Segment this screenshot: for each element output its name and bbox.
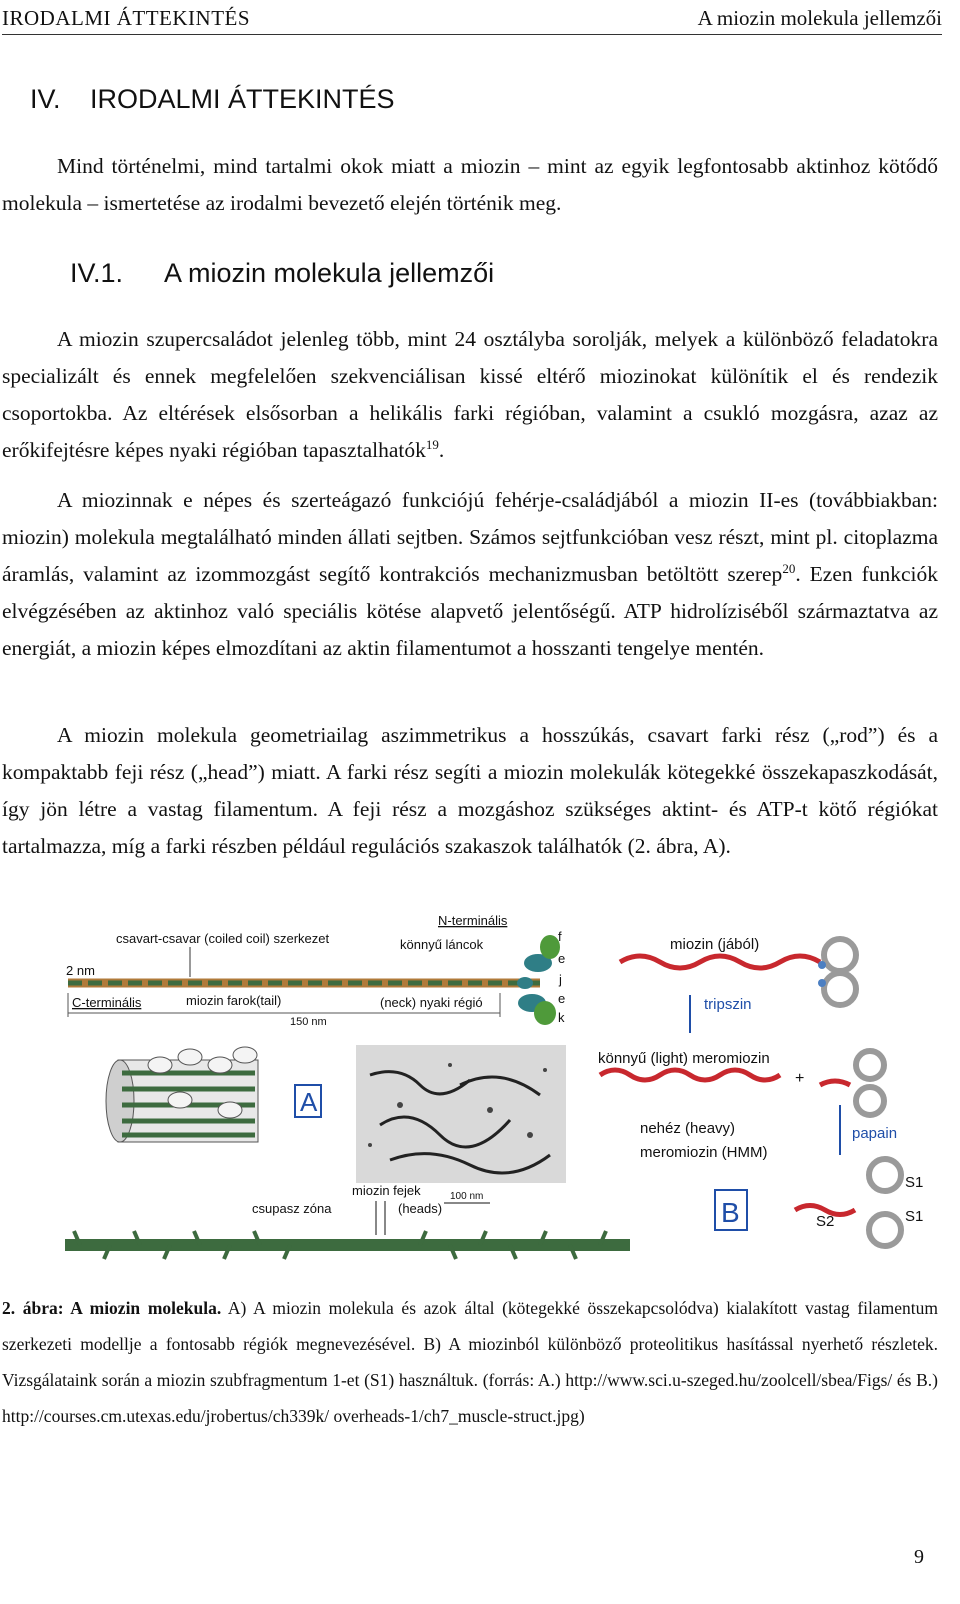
label-c-terminal: C-terminális <box>72 995 142 1010</box>
electron-micrograph <box>356 1045 566 1183</box>
paragraph-2 <box>2 482 938 667</box>
reference-20: 20 <box>782 560 796 576</box>
panel-a-molecule <box>66 913 565 1028</box>
section-title: IRODALMI ÁTTEKINTÉS <box>90 84 395 114</box>
label-trypsin: tripszin <box>704 996 752 1013</box>
head-letter-5: k <box>558 1010 565 1025</box>
label-2nm: 2 nm <box>66 963 95 978</box>
label-n-terminal: N-terminális <box>438 913 508 928</box>
subsection-heading <box>70 258 494 289</box>
label-heads-en: (heads) <box>398 1201 443 1216</box>
label-plus: + <box>795 1070 805 1087</box>
panel-b-s1-bottom <box>869 1214 901 1246</box>
paragraph-3: A miozin molekula geometriailag aszimmetrikus a hosszúkás, csavart farki rész („rod”) és a kompaktabb feji rész („head”) miatt. A farki rész segíti a miozin molekulák kötegekké összekapaszkodását, így jön létre a vastag filamentum. A feji rész a mozgáshoz szükséges aktint- és ATP-t kötő régiókat tartalmazza, míg a farki részben például regulációs szakaszok találhatók (2. ábra, A). <box>2 723 938 858</box>
label-light-chains: könnyű láncok <box>400 937 484 952</box>
label-lmm: könnyű (light) meromiozin <box>598 1050 770 1067</box>
section-heading <box>30 84 395 115</box>
panel-b-lmm <box>600 1070 780 1080</box>
caption-label: 2. ábra: A miozin molekula. <box>2 1298 222 1318</box>
light-chain-2 <box>534 1001 556 1025</box>
caption-text: A) A miozin molekula és azok által (kötegekké összekapcsolódva) kialakított vastag filamentum szerkezeti modellje a fontosabb régiók megnevezésével. B) A miozinból különböző proteolitikus hasítással nyerhető részletek. Vizsgálataink során a miozin szubfragmentum 1-et (S1) használtuk. (forrás: A.) http://www.sci.u-szeged.hu/zoolcell/sbea/Figs/ és B.) http://courses.cm.utexas.edu/jrobertus/ch339k/ overheads-1/ch7_muscle-struct.jpg) <box>2 1298 939 1426</box>
label-neck: (neck) nyaki régió <box>380 995 483 1010</box>
label-papain: papain <box>852 1125 898 1142</box>
label-myosin: miozin (jából) <box>670 936 760 953</box>
head-letter-4: e <box>558 991 566 1006</box>
label-tail: miozin farok(tail) <box>186 993 282 1008</box>
head-letter-3: j <box>559 972 562 987</box>
panel-b-rod <box>620 956 820 968</box>
label-150nm: 150 nm <box>290 1016 327 1028</box>
subsection-title: A miozin molekula jellemzői <box>164 258 495 288</box>
paragraph-1-end: . <box>438 438 445 462</box>
head-letter-2: e <box>558 951 566 966</box>
page-number: 9 <box>914 1546 924 1568</box>
panel-a-label: A <box>300 1087 318 1117</box>
label-bare-zone: csupasz zóna <box>252 1201 332 1216</box>
light-chain-1 <box>540 935 560 959</box>
panel-b-label: B <box>721 1197 740 1228</box>
reference-19: 19 <box>425 436 439 452</box>
figure-caption <box>2 1290 938 1434</box>
myosin-figure <box>40 905 940 1285</box>
panel-b-head-2 <box>824 973 856 1005</box>
label-myosin-heads: miozin fejek <box>352 1183 421 1198</box>
label-hmm-1: nehéz (heavy) <box>640 1120 736 1137</box>
label-100nm: 100 nm <box>450 1191 484 1202</box>
label-s2: S2 <box>816 1213 835 1230</box>
label-s1-bottom: S1 <box>905 1208 924 1225</box>
subsection-number: IV.1. <box>70 258 124 288</box>
label-hmm-2: meromiozin (HMM) <box>640 1144 768 1161</box>
filament-bundle-drawing <box>106 1047 258 1142</box>
label-s1-top: S1 <box>905 1174 924 1191</box>
section-number: IV. <box>30 84 61 114</box>
head-letter-1: f <box>558 929 562 944</box>
paragraph-1-text: A miozin szupercsaládot jelenleg több, mint 24 osztályba sorolják, melyek a különböző feladatokra specializált és ennek megfelelően szekvenciálisan kissé eltérő miozinokat különítik el és rendezik csoportokba. Az eltérések elsősorban a helikális farki régióban, valamint a csukló mozgásra, azaz az erőkifejtésre képes nyaki régióban tapasztalhatók <box>2 327 938 462</box>
paragraph-1 <box>2 321 938 469</box>
panel-b-head-1 <box>824 939 856 971</box>
running-head <box>2 4 942 35</box>
running-head-left: IRODALMI ÁTTEKINTÉS <box>2 6 251 30</box>
panel-b-s1-top <box>869 1159 901 1191</box>
paragraph-2-text: A miozinnak e népes és szerteágazó funkciójú fehérje-családjából a miozin II-es (továbbiakban: miozin) molekula megtalálható minden állati sejtben. Számos sejtfunkcióban vesz részt, mint pl. citoplazma áramlás, valamint az izommozgást segítő kontrakciós mechanizmusban betöltött szerep <box>2 488 938 586</box>
intro-paragraph: Mind történelmi, mind tartalmi okok miatt a miozin – mint az egyik legfontosabb aktinhoz kötődő molekula – ismertetése az irodalmi bevezető elején történik meg. <box>2 154 938 215</box>
thick-filament <box>65 1183 630 1259</box>
paragraph-2-end: . Ezen funkciók elvégzésében az aktinhoz való speciális kötése alapvető jelentőségű. ATP hidrolíziséből származtatva az energiát, a miozin képes elmozdítani az aktin filamentumot a hosszanti tengelye mentén. <box>2 562 938 660</box>
label-coiled-coil: csavart-csavar (coiled coil) szerkezet <box>116 931 330 946</box>
panel-b <box>598 936 923 1246</box>
running-head-right: A miozin molekula jellemzői <box>697 6 942 30</box>
